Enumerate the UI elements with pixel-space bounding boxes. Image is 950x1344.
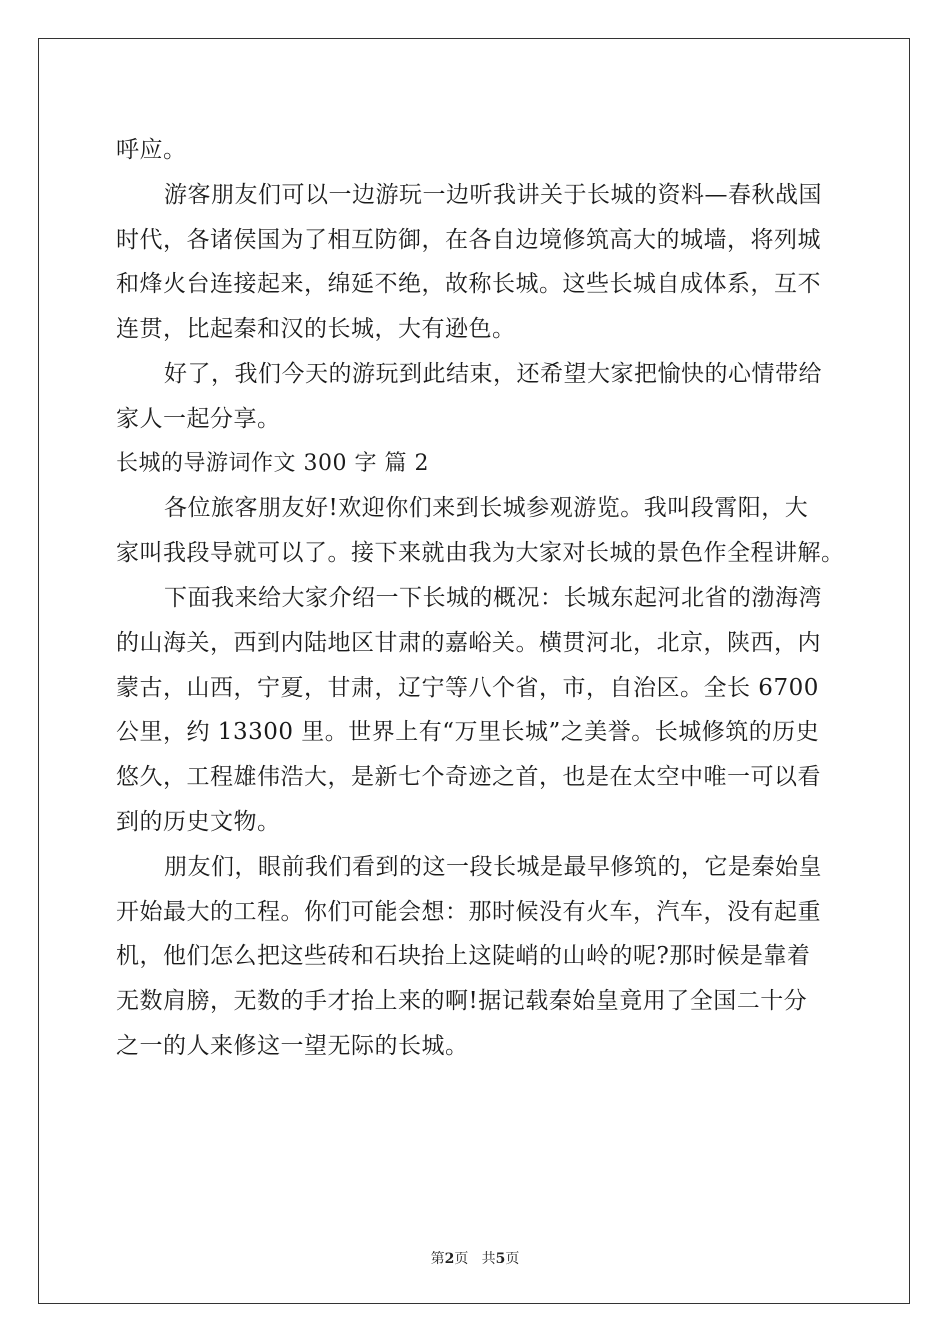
text-line: 好了，我们今天的游玩到此结束，还希望大家把愉快的心情带给 [164, 360, 822, 387]
text-line: 悠久，工程雄伟浩大，是新七个奇迹之首，也是在太空中唯一可以看 [116, 764, 821, 791]
text-line: 时代，各诸侯国为了相互防御，在各自边境修筑高大的城墙，将列城 [116, 226, 821, 253]
total-pages-prefix: 共 [481, 1251, 496, 1267]
text-line: 公里，约 13300 里。世界上有“万里长城”之美誉。长城修筑的历史 [116, 719, 820, 746]
text-line: 无数肩膀，无数的手才抬上来的啊!据记载秦始皇竟用了全国二十分 [116, 988, 808, 1015]
text-line: 和烽火台连接起来，绵延不绝，故称长城。这些长城自成体系，互不 [116, 271, 821, 298]
text-line: 之一的人来修这一望无际的长城。 [116, 1032, 469, 1059]
text-line: 游客朋友们可以一边游玩一边听我讲关于长城的资料—春秋战国 [164, 181, 822, 208]
total-pages-suffix: 页 [505, 1251, 520, 1267]
text-line: 各位旅客朋友好!欢迎你们来到长城参观游览。我叫段霄阳，大 [164, 495, 809, 522]
text-line: 蒙古，山西，宁夏，甘肃，辽宁等八个省，市，自治区。全长 6700 [116, 674, 819, 701]
text-line: 家人一起分享。 [116, 405, 281, 432]
text-line: 呼应。 [116, 137, 187, 163]
text-line: 朋友们，眼前我们看到的这一段长城是最早修筑的，它是秦始皇 [164, 853, 822, 880]
page-footer [0, 1248, 950, 1268]
text-line: 下面我来给大家介绍一下长城的概况：长城东起河北省的渤海湾 [164, 584, 822, 611]
page-number-prefix: 第 [430, 1251, 445, 1267]
text-line: 家叫我段导就可以了。接下来就由我为大家对长城的景色作全程讲解。 [116, 540, 845, 567]
text-line: 到的历史文物。 [116, 808, 281, 835]
text-line: 机，他们怎么把这些砖和石块抬上这陡峭的山岭的呢?那时候是靠着 [116, 943, 811, 970]
section-heading: 长城的导游词作文 300 字 篇 2 [116, 450, 429, 476]
page-number-suffix: 页 [454, 1251, 469, 1267]
text-line: 的山海关，西到内陆地区甘肃的嘉峪关。横贯河北，北京，陕西，内 [116, 629, 821, 656]
current-page-number: 2 [444, 1251, 455, 1267]
text-line: 开始最大的工程。你们可能会想：那时候没有火车，汽车，没有起重 [116, 898, 821, 925]
document-body [116, 128, 845, 1069]
total-pages-number: 5 [495, 1251, 506, 1267]
text-line: 连贯，比起秦和汉的长城，大有逊色。 [116, 316, 516, 343]
